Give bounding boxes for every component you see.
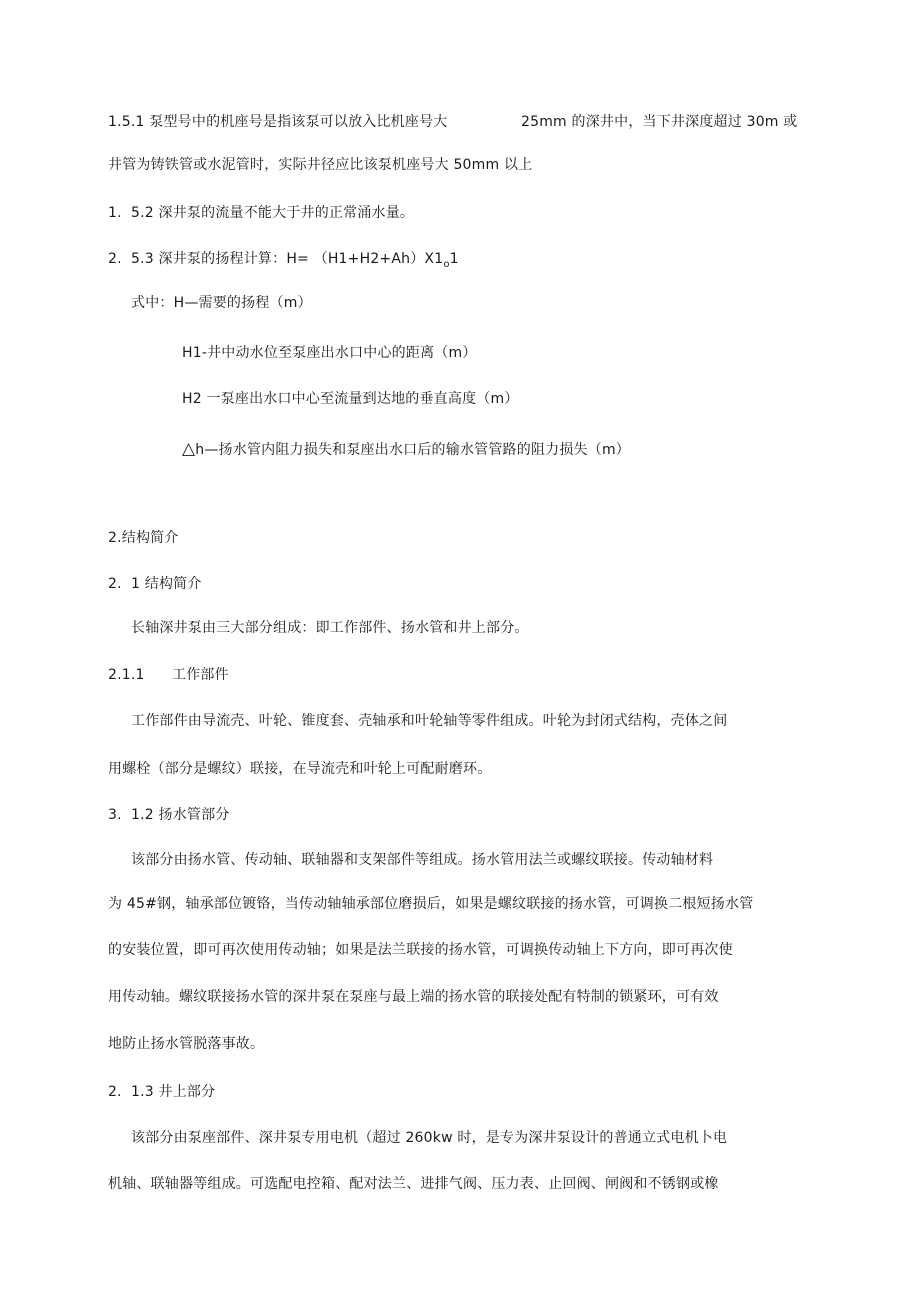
section-2-1-paragraph: 长轴深井泵由三大部分组成：即工作部件、扬水管和井上部分。 (131, 620, 529, 636)
formula-head: 5.3 深井泵的扬程计算：H= （H1+H2+Ah）X1 (131, 251, 444, 267)
section-2-title: 2.结构简介 (108, 530, 179, 546)
formula-h2-def: H2 一泵座出水口中心至流量到达地的垂直高度（m） (182, 391, 519, 407)
section-2-1-2-line-1: 该部分由扬水管、传动轴、联轴器和支架部件等组成。扬水管用法兰或螺纹联接。传动轴材料 (131, 852, 714, 868)
section-2-1-1-line-1: 工作部件由导流壳、叶轮、锥度套、壳轴承和叶轮轴等零件组成。叶轮为封闭式结构，壳体之间 (131, 713, 728, 729)
formula-h1-def: H1-井中动水位至泵座出水口中心的距离（m） (182, 345, 477, 361)
section-2-1-3-line-1: 该部分由泵座部件、深井泵专用电机（超过 260kw 时，是专为深井泵设计的普通立式电机卜电 (131, 1130, 728, 1146)
section-2-1-3-title: 1.3 井上部分 (131, 1084, 216, 1100)
section-2-1-3-number: 2. (108, 1084, 122, 1100)
section-1-5-2-text: 5.2 深井泵的流量不能大于井的正常涌水量。 (131, 205, 415, 221)
section-1-5-3-number: 2. (108, 251, 122, 267)
section-2-1-3-line-2: 机轴、联轴器等组成。可选配电控箱、配对法兰、进排气阀、压力表、止回阀、闸阀和不锈钢或橡 (108, 1176, 719, 1192)
formula-delta-h-def (182, 441, 630, 458)
delta-h-text: h—扬水管内阻力损失和泵座出水口后的输水管管路的阻力损失（m） (195, 442, 630, 458)
section-2-1-2-title: 1.2 扬水管部分 (131, 807, 230, 823)
formula-subscript: o (443, 259, 450, 270)
section-1-5-1-line-left: 1.5.1 泵型号中的机座号是指该泵可以放入比机座号大 (108, 114, 448, 130)
section-2-1-1-number: 2.1.1 (108, 667, 145, 683)
section-1-5-2-number: 1. (108, 205, 122, 221)
section-2-1-2-line-3: 的安装位置，即可再次使用传动轴；如果是法兰联接的扬水管，可调换传动轴上下方向，即可再次使 (108, 942, 733, 958)
section-2-1-1-line-2: 用螺栓（部分是螺纹）联接，在导流壳和叶轮上可配耐磨环。 (108, 761, 492, 777)
formula-tail: 1 (449, 251, 459, 267)
section-2-1-number: 2. (108, 576, 122, 592)
section-2-1-2-line-4: 用传动轴。螺纹联接扬水管的深井泵在泵座与最上端的扬水管的联接处配有特制的锁紧环，可有效 (108, 989, 719, 1005)
section-2-1-1-title: 工作部件 (172, 667, 229, 683)
section-1-5-1-continuation: 井管为铸铁管或水泥管时，实际井径应比该泵机座号大 50mm 以上 (108, 157, 533, 173)
formula-intro: 式中：H—需要的扬程（m） (131, 295, 312, 311)
section-1-5-1-line-right: 25mm 的深井中，当下井深度超过 30m 或 (521, 114, 798, 130)
section-2-1-2-line-2: 为 45#钢，轴承部位镀铬，当传动轴轴承部位磨损后，如果是螺纹联接的扬水管，可调换二根短扬水管 (108, 896, 754, 912)
section-2-1-title: 1 结构简介 (131, 576, 202, 592)
section-2-1-2-line-5: 地防止扬水管脱落事故。 (108, 1036, 265, 1052)
section-1-5-3-text (131, 252, 459, 270)
section-2-1-2-number: 3. (108, 807, 122, 823)
delta-symbol: △ (182, 439, 196, 459)
